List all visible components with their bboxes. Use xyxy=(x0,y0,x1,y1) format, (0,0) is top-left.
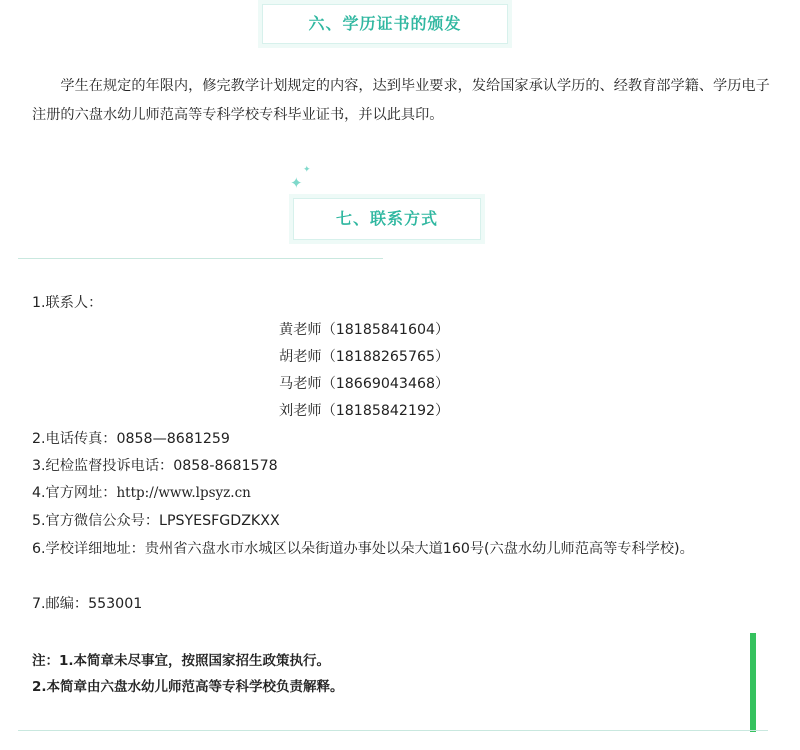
section-divider-top xyxy=(18,258,383,259)
website-label: 4.官方网址： xyxy=(32,485,117,501)
sparkle-small-icon: ✦ xyxy=(303,165,311,175)
notes-block xyxy=(32,648,344,700)
contact-person-ma: 马老师（18669043468） xyxy=(279,376,450,392)
contact-person-label: 1.联系人： xyxy=(32,295,103,311)
postcode: 7.邮编：553001 xyxy=(32,596,143,612)
green-accent-bar xyxy=(750,633,756,732)
website-link[interactable]: http://www.lpsyz.cn xyxy=(116,485,251,501)
section-divider-bottom xyxy=(18,730,768,731)
contact-person-hu: 胡老师（18188265765） xyxy=(279,349,450,365)
section-six-title: 六、学历证书的颁发 xyxy=(262,4,508,44)
contact-person-huang: 黄老师（18185841604） xyxy=(279,322,450,338)
wechat-account: 5.官方微信公众号：LPSYESFGDZKXX xyxy=(32,513,280,529)
section-seven-title: 七、联系方式 xyxy=(293,198,481,240)
certificate-paragraph: 学生在规定的年限内，修完教学计划规定的内容，达到毕业要求，发给国家承认学历的、经教育部学籍、学历电子注册的六盘水幼儿师范高等专科学校专科毕业证书，并以此具印。 xyxy=(32,78,770,123)
official-website xyxy=(32,480,251,507)
school-address: 6.学校详细地址：贵州省六盘水市水城区以朵街道办事处以朵大道160号(六盘水幼儿师范高等专科学校)。 xyxy=(32,541,694,557)
complaint-phone: 3.纪检监督投诉电话：0858-8681578 xyxy=(32,458,278,474)
note-line-2: 2.本简章由六盘水幼儿师范高等专科学校负责解释。 xyxy=(32,679,344,695)
contact-person-liu: 刘老师（18185842192） xyxy=(279,403,450,419)
phone-fax: 2.电话传真：0858—8681259 xyxy=(32,431,230,447)
sparkle-large-icon: ✦ xyxy=(290,174,303,192)
note-line-1: 注：1.本简章未尽事宜，按照国家招生政策执行。 xyxy=(32,653,331,669)
